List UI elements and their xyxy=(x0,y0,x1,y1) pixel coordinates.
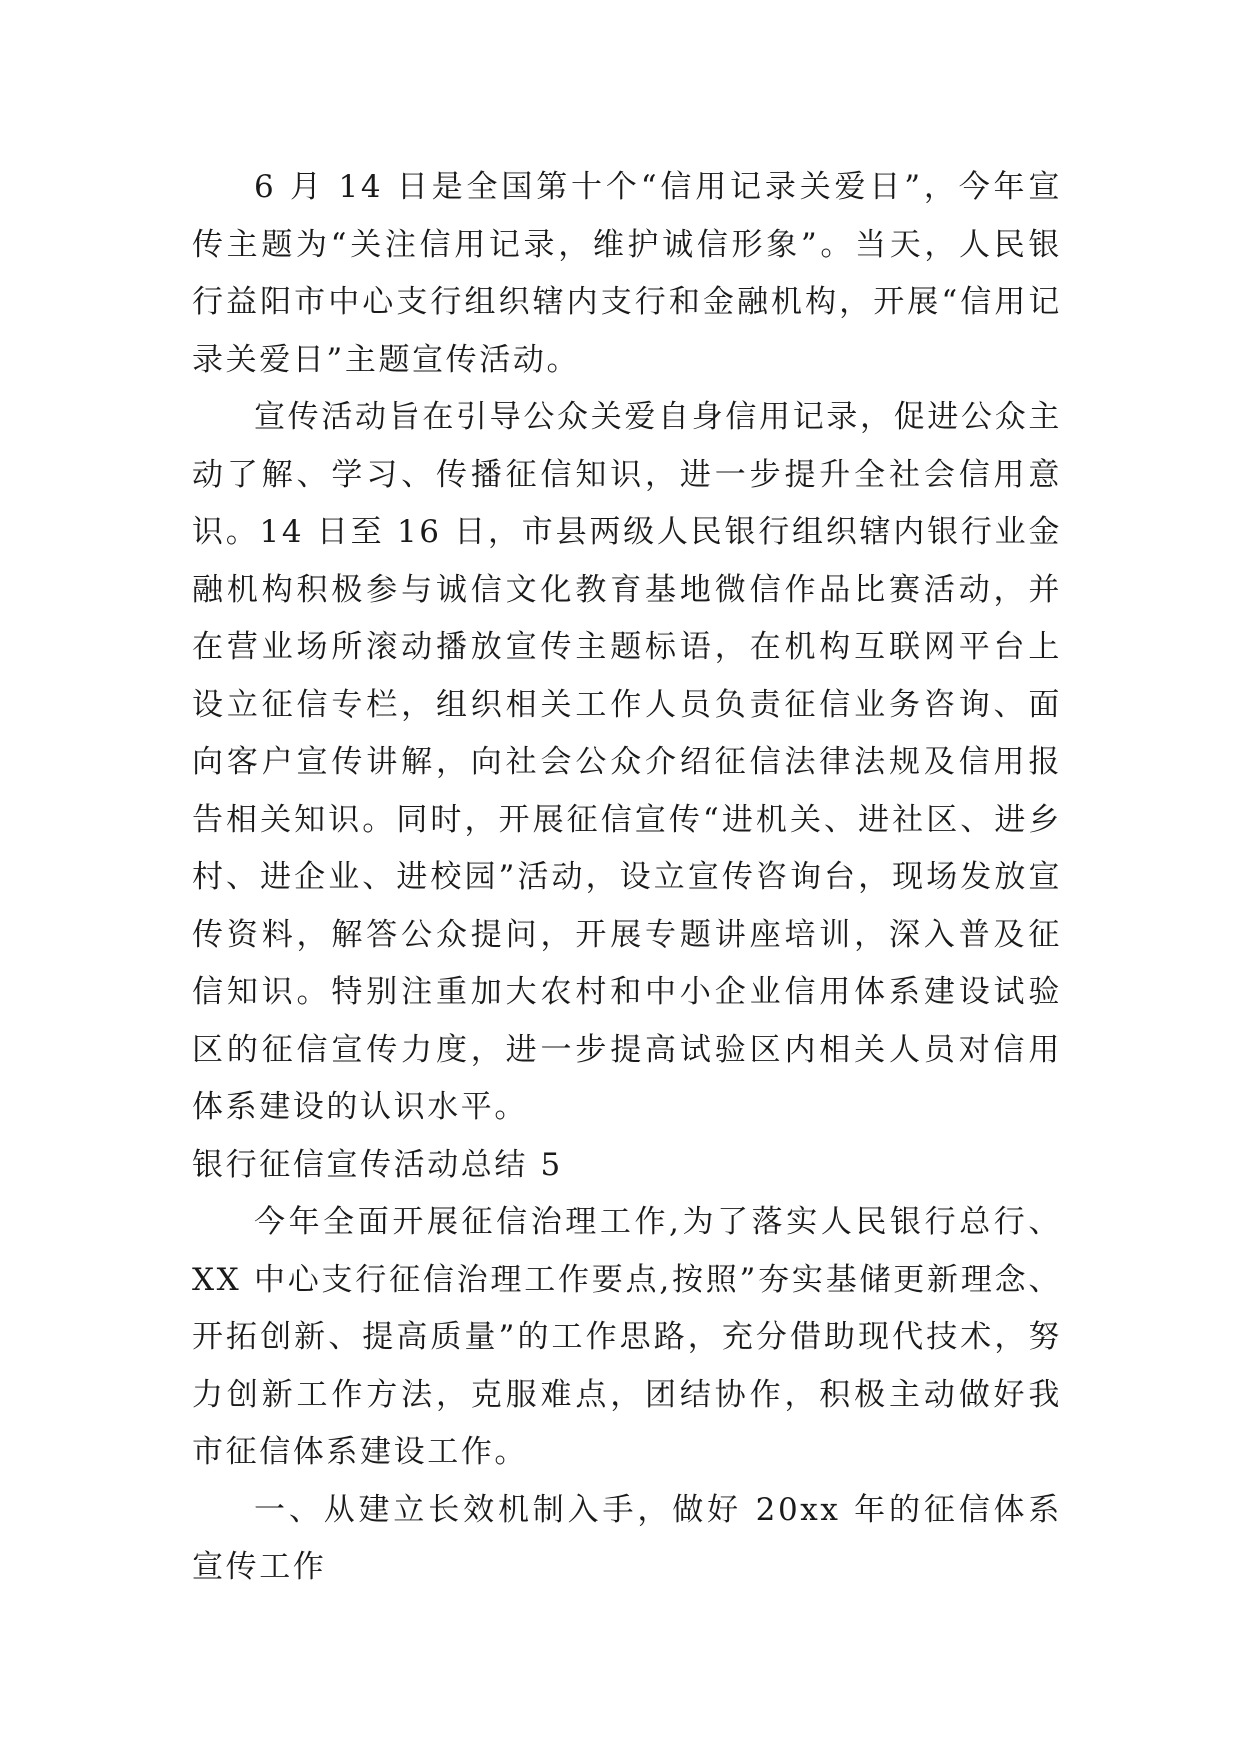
paragraph-governance-work: 今年全面开展征信治理工作,为了落实人民银行总行、XX 中心支行征信治理工作要点,按照”夯实基储更新理念、开拓创新、提高质量”的工作思路，充分借助现代技术，努力创新工作方法，克服难点，团结协作，积极主动做好我市征信体系建设工作。 xyxy=(192,1204,1062,1470)
section-title: 银行征信宣传活动总结 5 xyxy=(192,1146,563,1183)
paragraph-credit-day-intro: 6 月 14 日是全国第十个“信用记录关爱日”，今年宣传主题为“关注信用记录，维护诚信形象”。当天，人民银行益阳市中心支行组织辖内支行和金融机构，开展“信用记录关爱日”主题宣传活动。 xyxy=(192,169,1062,378)
paragraph-section-one-heading: 一、从建立长效机制入手，做好 20xx 年的征信体系宣传工作 xyxy=(192,1491,1062,1585)
document-body xyxy=(192,159,1062,1597)
paragraph-campaign-details: 宣传活动旨在引导公众关爱自身信用记录，促进公众主动了解、学习、传播征信知识，进一步提升全社会信用意识。14 日至 16 日，市县两级人民银行组织辖内银行业金融机构积极参与诚信文化教育基地微信作品比赛活动，并在营业场所滚动播放宣传主题标语，在机构互联网平台上设立征信专栏，组织相关工作人员负责征信业务咨询、面向客户宣传讲解，向社会公众介绍征信法律法规及信用报告相关知识。同时，开展征信宣传“进机关、进社区、进乡村、进企业、进校园”活动，设立宣传咨询台，现场发放宣传资料，解答公众提问，开展专题讲座培训，深入普及征信知识。特别注重加大农村和中小企业信用体系建设试验区的征信宣传力度，进一步提高试验区内相关人员对信用体系建设的认识水平。 xyxy=(192,399,1062,1125)
